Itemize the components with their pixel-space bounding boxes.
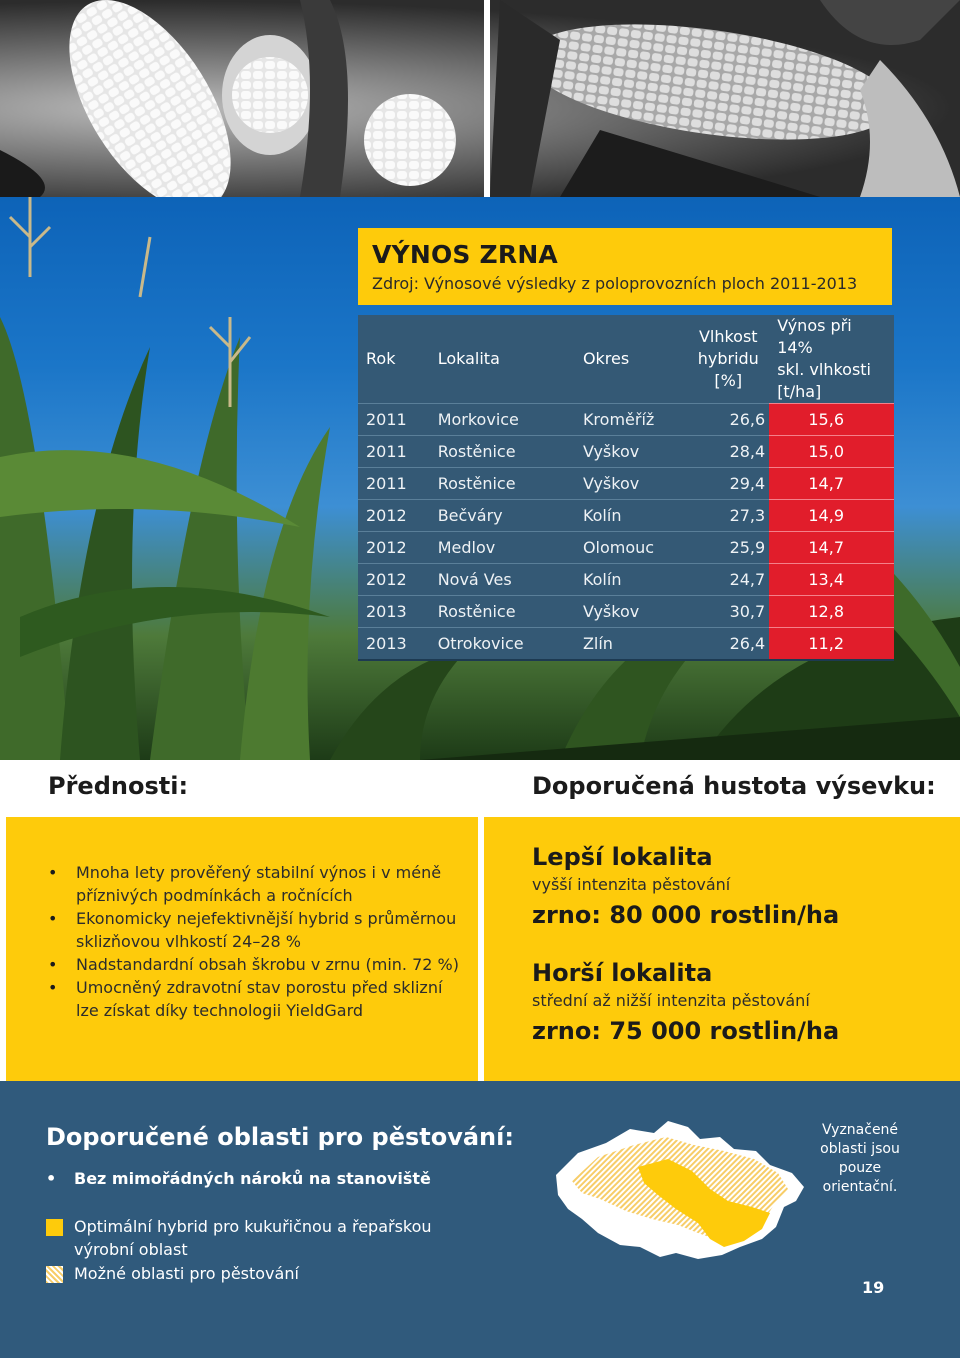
cell-rok: 2013: [358, 596, 434, 628]
page-number: 19: [862, 1278, 885, 1297]
better-site-density: zrno: 80 000 rostlin/ha: [532, 901, 840, 929]
cell-lokalita: Bečváry: [434, 500, 579, 532]
cell-rok: 2011: [358, 468, 434, 500]
yield-table-header: [358, 315, 894, 404]
cell-vlhkost: 28,4: [687, 436, 769, 468]
vynos-header-line: [t/ha]: [777, 382, 822, 401]
yield-subtitle: Zdroj: Výnosové výsledky z poloprovozních ploch 2011-2013: [372, 274, 858, 293]
cell-vynos: 13,4: [769, 564, 894, 596]
yield-title-box: [358, 228, 892, 305]
cell-vynos: 14,9: [769, 500, 894, 532]
cell-lokalita: Rostěnice: [434, 436, 579, 468]
cell-lokalita: Rostěnice: [434, 468, 579, 500]
advantages-list: [48, 861, 468, 1022]
legend-optimal-label: Optimální hybrid pro kukuřičnou a řepařskou: [74, 1217, 432, 1236]
cell-lokalita: Nová Ves: [434, 564, 579, 596]
advantages-panel: [6, 817, 478, 1081]
list-item: • Umocněný zdravotní stav porostu před sklizní lze získat díky technologii YieldGard: [48, 976, 468, 1022]
column-header-okres: Okres: [579, 315, 687, 404]
column-header-rok: Rok: [358, 315, 434, 404]
cell-vlhkost: 24,7: [687, 564, 769, 596]
cell-vlhkost: 29,4: [687, 468, 769, 500]
table-row: [358, 596, 894, 628]
cell-rok: 2012: [358, 500, 434, 532]
cell-okres: Vyškov: [579, 468, 687, 500]
cell-okres: Vyškov: [579, 436, 687, 468]
column-header-lokalita: Lokalita: [434, 315, 579, 404]
worse-site-density: zrno: 75 000 rostlin/ha: [532, 1017, 840, 1045]
cell-vynos: 14,7: [769, 532, 894, 564]
cell-rok: 2011: [358, 436, 434, 468]
legend-optimal-label: výrobní oblast: [74, 1240, 188, 1259]
legend-optimal: [46, 1215, 466, 1261]
czech-map: [548, 1115, 808, 1270]
cell-vlhkost: 26,4: [687, 628, 769, 661]
cell-okres: Zlín: [579, 628, 687, 661]
vlhkost-header-line: Vlhkost: [698, 327, 758, 346]
areas-heading: Doporučené oblasti pro pěstování:: [46, 1123, 514, 1151]
cell-okres: Olomouc: [579, 532, 687, 564]
vynos-header-line: Výnos při 14%: [777, 316, 852, 357]
vlhkost-header-line: [%]: [714, 371, 743, 390]
cell-rok: 2011: [358, 404, 434, 436]
cell-okres: Kolín: [579, 500, 687, 532]
cell-vlhkost: 27,3: [687, 500, 769, 532]
list-item: • Mnoha lety prověřený stabilní výnos i v méně příznivých podmínkách a ročnících: [48, 861, 468, 907]
column-header-vlhkost: [687, 315, 769, 404]
cell-vlhkost: 25,9: [687, 532, 769, 564]
worse-site-title: Horší lokalita: [532, 959, 713, 987]
table-row: [358, 628, 894, 661]
areas-bullet-text: Bez mimořádných nároků na stanoviště: [74, 1169, 431, 1188]
vlhkost-header-line: hybridu: [697, 349, 759, 368]
photo-divider: [484, 0, 490, 197]
vynos-header-line: skl. vlhkosti: [777, 360, 871, 379]
table-row: [358, 404, 894, 436]
list-item: • Ekonomicky nejefektivnější hybrid s průměrnou sklizňovou vlhkostí 24–28 %: [48, 907, 468, 953]
corn-cob-photo: [0, 0, 960, 197]
cell-vynos: 11,2: [769, 628, 894, 661]
map-note: Vyznačené oblasti jsou pouze orientační.: [820, 1122, 900, 1195]
cell-vynos: 15,6: [769, 404, 894, 436]
worse-site-intensity: střední až nižší intenzita pěstování: [532, 991, 810, 1010]
table-row: [358, 468, 894, 500]
cell-rok: 2012: [358, 564, 434, 596]
table-row: [358, 564, 894, 596]
cell-vynos: 14,7: [769, 468, 894, 500]
bullet-dot: •: [46, 1169, 57, 1188]
areas-panel: [0, 1081, 960, 1358]
cell-lokalita: Rostěnice: [434, 596, 579, 628]
cell-lokalita: Medlov: [434, 532, 579, 564]
cell-lokalita: Otrokovice: [434, 628, 579, 661]
advantages-heading: Přednosti:: [48, 772, 189, 800]
column-header-vynos: [769, 315, 894, 404]
legend-possible: [46, 1262, 466, 1285]
cell-vlhkost: 26,6: [687, 404, 769, 436]
legend-possible-label: Možné oblasti pro pěstování: [74, 1264, 299, 1283]
corn-cob-illustration: [0, 0, 960, 197]
cell-vynos: 15,0: [769, 436, 894, 468]
cell-okres: Vyškov: [579, 596, 687, 628]
density-heading: Doporučená hustota výsevku:: [532, 772, 936, 800]
cell-lokalita: Morkovice: [434, 404, 579, 436]
cell-rok: 2012: [358, 532, 434, 564]
optimal-swatch: [46, 1219, 63, 1236]
possible-swatch: [46, 1266, 63, 1283]
cell-okres: Kroměříž: [579, 404, 687, 436]
table-row: [358, 532, 894, 564]
cell-vlhkost: 30,7: [687, 596, 769, 628]
list-item: • Nadstandardní obsah škrobu v zrnu (min. 72 %): [48, 953, 468, 976]
better-site-title: Lepší lokalita: [532, 843, 713, 871]
cell-vynos: 12,8: [769, 596, 894, 628]
density-panel: [484, 817, 960, 1081]
table-row: [358, 500, 894, 532]
cell-rok: 2013: [358, 628, 434, 661]
better-site-intensity: vyšší intenzita pěstování: [532, 875, 731, 894]
cell-okres: Kolín: [579, 564, 687, 596]
yield-title: VÝNOS ZRNA: [372, 240, 558, 269]
yield-table: [358, 315, 894, 661]
table-row: [358, 436, 894, 468]
